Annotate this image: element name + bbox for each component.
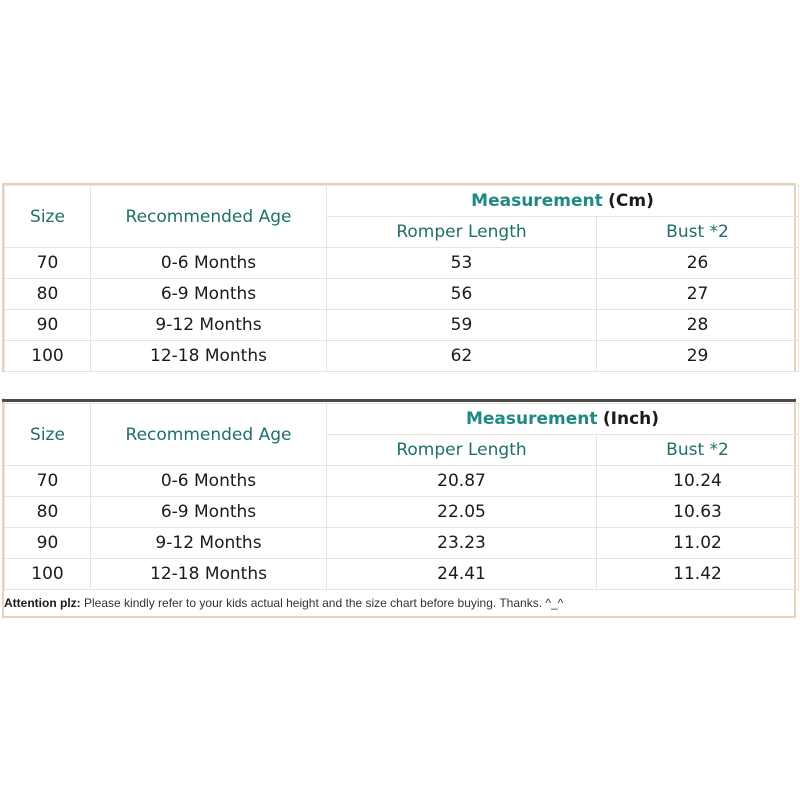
size-cell: 100 [5,341,91,372]
romper-length-cell: 22.05 [327,497,597,528]
romper-length-cell: 20.87 [327,466,597,497]
table-row [5,248,799,279]
attention-note [4,596,563,610]
romper-length-cell: 56 [327,279,597,310]
size-cell: 80 [5,497,91,528]
romper-length-header: Romper Length [327,217,597,248]
table-row [5,528,799,559]
table-row [5,279,799,310]
romper-length-cell: 59 [327,310,597,341]
size-table-cm [4,185,799,372]
bust-cell: 27 [597,279,799,310]
table-row [5,497,799,528]
measurement-title: Measurement [471,191,603,211]
size-cell: 100 [5,559,91,590]
bust-cell: 10.24 [597,466,799,497]
table-header-row [5,186,799,217]
size-header: Size [5,404,91,466]
size-cell: 90 [5,528,91,559]
table-spacer [2,372,796,398]
size-cell: 80 [5,279,91,310]
age-cell: 6-9 Months [91,497,327,528]
section-divider [2,399,796,402]
bust-header: Bust *2 [597,217,799,248]
measurement-header [327,186,799,217]
bust-header: Bust *2 [597,435,799,466]
bust-cell: 11.42 [597,559,799,590]
age-cell: 12-18 Months [91,341,327,372]
romper-length-cell: 23.23 [327,528,597,559]
attention-text: Please kindly refer to your kids actual height and the size chart before buying. Thanks. ^_^ [84,596,564,610]
size-cell: 70 [5,466,91,497]
bust-cell: 11.02 [597,528,799,559]
size-table-inch [4,403,799,590]
romper-length-cell: 53 [327,248,597,279]
recommended-age-header: Recommended Age [91,186,327,248]
age-cell: 9-12 Months [91,528,327,559]
attention-label: Attention plz: [4,596,81,610]
age-cell: 9-12 Months [91,310,327,341]
measurement-header [327,404,799,435]
table-row [5,559,799,590]
recommended-age-header: Recommended Age [91,404,327,466]
age-cell: 6-9 Months [91,279,327,310]
table-row [5,310,799,341]
table-row [5,341,799,372]
measurement-unit: (Inch) [602,409,660,429]
age-cell: 0-6 Months [91,466,327,497]
bust-cell: 26 [597,248,799,279]
romper-length-header: Romper Length [327,435,597,466]
table-row [5,466,799,497]
size-cell: 70 [5,248,91,279]
table-header-row [5,404,799,435]
size-header: Size [5,186,91,248]
bust-cell: 29 [597,341,799,372]
romper-length-cell: 62 [327,341,597,372]
romper-length-cell: 24.41 [327,559,597,590]
size-cell: 90 [5,310,91,341]
measurement-title: Measurement [465,409,598,429]
bust-cell: 28 [597,310,799,341]
age-cell: 0-6 Months [91,248,327,279]
age-cell: 12-18 Months [91,559,327,590]
bust-cell: 10.63 [597,497,799,528]
measurement-unit: (Cm) [608,191,654,211]
